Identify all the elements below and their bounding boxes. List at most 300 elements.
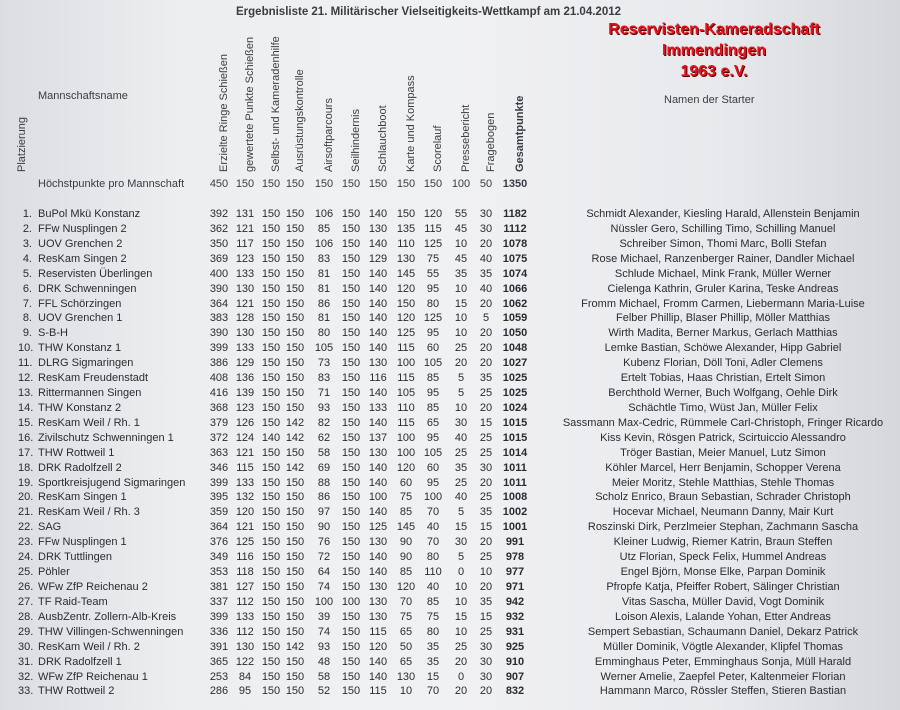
score-value: 150: [341, 282, 361, 295]
max-points-value: 150: [341, 178, 361, 190]
score-value: 85: [426, 372, 440, 385]
score-value: 150: [261, 581, 281, 593]
score-value: 130: [368, 222, 388, 235]
score-value: 130: [235, 640, 255, 653]
score-value: 125: [235, 536, 255, 549]
table-row: [0, 476, 900, 490]
score-value: 150: [341, 372, 361, 385]
score-value: 150: [285, 297, 305, 310]
total-points: 931: [505, 625, 525, 638]
starter-names: Cielenga Kathrin, Gruler Karina, Teske Andreas: [607, 282, 839, 295]
score-value: 150: [261, 342, 281, 355]
score-value: 140: [368, 282, 388, 295]
score-value: 150: [261, 506, 281, 519]
column-heading: Scorelauf: [432, 125, 444, 172]
score-value: 20: [479, 237, 493, 250]
score-value: 399: [209, 342, 229, 355]
score-value: 381: [209, 581, 229, 593]
score-value: 150: [261, 327, 281, 340]
total-points: 910: [505, 655, 525, 668]
starter-names: Köhler Marcel, Herr Benjamin, Schopper Verena: [605, 461, 841, 474]
score-value: 130: [368, 446, 388, 459]
score-value: 150: [341, 222, 361, 235]
score-value: 395: [209, 491, 229, 504]
score-value: 150: [285, 521, 305, 534]
placement: 10.: [18, 342, 34, 355]
total-points: 1112: [503, 222, 527, 235]
score-value: 121: [235, 297, 255, 310]
starter-names: Hammann Marco, Rössler Steffen, Stieren Bastian: [599, 685, 847, 698]
score-value: 142: [285, 640, 305, 653]
score-value: 93: [317, 640, 331, 653]
max-points-value: 50: [479, 178, 493, 190]
max-points-value: 150: [261, 178, 281, 190]
team-name: TF Raid-Team: [38, 595, 108, 608]
score-value: 126: [235, 416, 255, 429]
score-value: 150: [341, 312, 361, 325]
score-value: 399: [209, 610, 229, 623]
score-value: 127: [235, 581, 255, 593]
score-value: 150: [261, 282, 281, 295]
column-heading: Airsoftparcours: [323, 98, 335, 172]
total-points: 1074: [502, 267, 528, 280]
score-value: 15: [479, 521, 493, 534]
score-value: 120: [368, 640, 388, 653]
score-value: 64: [317, 566, 331, 579]
column-heading: Gesamtpunkte: [514, 95, 526, 172]
table-row: [0, 505, 900, 519]
score-value: 10: [454, 282, 468, 295]
score-value: 105: [423, 446, 443, 459]
score-value: 75: [399, 491, 413, 504]
placement: 24.: [18, 551, 34, 564]
score-value: 140: [368, 566, 388, 579]
score-value: 140: [368, 387, 388, 400]
score-value: 150: [261, 595, 281, 608]
column-heading: Karte und Kompass: [405, 75, 417, 172]
max-points-value: 100: [451, 178, 471, 190]
score-value: 150: [285, 222, 305, 235]
score-value: 150: [285, 208, 305, 220]
team-name: ResKam Singen 2: [38, 252, 127, 265]
score-value: 130: [368, 595, 388, 608]
table-row: [0, 580, 900, 594]
score-value: 150: [285, 312, 305, 325]
table-row: [0, 252, 900, 266]
table-row: [0, 431, 900, 445]
score-value: 82: [317, 416, 331, 429]
score-value: 93: [317, 401, 331, 414]
score-value: 145: [396, 267, 416, 280]
total-points: 1182: [503, 208, 527, 220]
score-value: 30: [479, 670, 493, 683]
score-value: 55: [426, 267, 440, 280]
total-points: 1078: [502, 237, 528, 250]
table-row: [0, 371, 900, 385]
score-value: 337: [209, 595, 229, 608]
placement: 22.: [18, 521, 34, 534]
score-value: 139: [235, 387, 255, 400]
score-value: 150: [261, 222, 281, 235]
score-value: 90: [399, 551, 413, 564]
score-value: 70: [426, 536, 440, 549]
score-value: 150: [341, 342, 361, 355]
placement: 32.: [18, 670, 34, 683]
team-name: DRK Radolfzell 1: [38, 655, 122, 668]
score-value: 150: [341, 461, 361, 474]
score-value: 20: [479, 401, 493, 414]
score-value: 35: [454, 267, 468, 280]
score-value: 150: [341, 237, 361, 250]
score-value: 58: [317, 446, 331, 459]
score-value: 386: [209, 357, 229, 370]
score-value: 121: [235, 446, 255, 459]
table-row: [0, 684, 900, 698]
score-value: 25: [454, 476, 468, 489]
column-heading: Ausrüstungskontrolle: [294, 69, 306, 172]
score-value: 150: [261, 387, 281, 400]
score-value: 125: [423, 237, 443, 250]
score-value: 72: [317, 551, 331, 564]
starter-names: Rose Michael, Ranzenberger Rainer, Dandler Michael: [591, 252, 855, 265]
score-value: 150: [341, 536, 361, 549]
score-value: 122: [235, 655, 255, 668]
starter-names: Hocevar Michael, Neumann Danny, Mair Kurt: [612, 506, 834, 519]
score-value: 55: [454, 208, 468, 220]
total-points: 925: [505, 640, 525, 653]
table-row: [0, 461, 900, 475]
total-points: 932: [505, 610, 525, 623]
max-points-value: 150: [423, 178, 443, 190]
score-value: 120: [423, 208, 443, 220]
team-name: Rittermannen Singen: [38, 387, 142, 400]
team-name: FFL Schörzingen: [38, 297, 122, 310]
team-name: Zivilschutz Schwenningen 1: [38, 431, 174, 444]
team-name: SAG: [38, 521, 62, 534]
score-value: 120: [396, 282, 416, 295]
score-value: 80: [426, 551, 440, 564]
score-value: 110: [397, 237, 415, 250]
starter-names: Loison Alexis, Lalande Yohan, Etter Andreas: [615, 610, 831, 623]
score-value: 20: [479, 357, 493, 370]
score-value: 150: [261, 416, 281, 429]
score-value: 140: [368, 267, 388, 280]
max-points-value: 150: [368, 178, 388, 190]
score-value: 74: [317, 625, 331, 638]
table-row: [0, 535, 900, 549]
score-value: 121: [235, 222, 255, 235]
score-value: 150: [261, 401, 281, 414]
score-value: 10: [454, 595, 468, 608]
starter-names: Vitas Sascha, Müller David, Vogt Dominik: [621, 595, 825, 608]
starter-names: Roszinski Dirk, Perzlmeier Stephan, Zachmann Sascha: [587, 521, 859, 534]
team-name: ResKam Freudenstadt: [38, 372, 149, 385]
score-value: 350: [209, 237, 229, 250]
score-value: 25: [479, 446, 493, 459]
max-points-value: 450: [209, 178, 229, 190]
table-row: [0, 595, 900, 609]
score-value: 150: [341, 208, 361, 220]
score-value: 359: [209, 506, 229, 519]
score-value: 48: [317, 655, 331, 668]
score-value: 112: [236, 595, 254, 608]
table-row: [0, 297, 900, 311]
score-value: 15: [426, 670, 440, 683]
column-heading: Erzielte Ringe Schießen: [218, 53, 230, 172]
score-value: 76: [317, 536, 331, 549]
team-name: Pöhler: [38, 566, 70, 579]
score-value: 150: [285, 342, 305, 355]
score-value: 150: [341, 506, 361, 519]
score-value: 95: [426, 476, 440, 489]
score-value: 142: [285, 461, 305, 474]
score-value: 20: [454, 655, 468, 668]
score-value: 75: [426, 610, 440, 623]
score-value: 95: [238, 685, 252, 698]
score-value: 140: [261, 431, 281, 444]
score-value: 81: [317, 312, 331, 325]
score-value: 60: [426, 342, 440, 355]
score-value: 150: [341, 327, 361, 340]
score-value: 150: [341, 551, 361, 564]
score-value: 65: [399, 625, 413, 638]
score-value: 35: [479, 506, 493, 519]
score-value: 391: [209, 640, 229, 653]
score-value: 100: [423, 491, 443, 504]
score-value: 150: [285, 655, 305, 668]
score-value: 150: [285, 566, 305, 579]
starter-names: Müller Dominik, Vögtle Alexander, Klipfel Thomas: [602, 640, 844, 653]
table-row: [0, 311, 900, 325]
score-value: 369: [209, 252, 229, 265]
starter-names: Utz Florian, Speck Felix, Hummel Andreas: [619, 551, 827, 564]
score-value: 136: [235, 372, 255, 385]
score-value: 80: [317, 327, 331, 340]
starter-names: Kleiner Ludwig, Riemer Katrin, Braun Steffen: [613, 536, 833, 549]
score-value: 408: [209, 372, 229, 385]
score-value: 25: [479, 625, 493, 638]
team-name: ResKam Weil / Rh. 3: [38, 506, 140, 519]
score-value: 97: [317, 506, 331, 519]
table-row: [0, 401, 900, 415]
placement: 7.: [22, 297, 32, 310]
score-value: 58: [317, 670, 331, 683]
total-points: 1075: [502, 252, 528, 265]
score-value: 392: [209, 208, 229, 220]
starter-names: Berchthold Werner, Buch Wolfgang, Oehle Dirk: [608, 387, 838, 400]
score-value: 150: [341, 476, 361, 489]
team-column-heading: Mannschaftsname: [38, 90, 128, 102]
score-value: 115: [369, 625, 387, 638]
score-value: 120: [396, 581, 416, 593]
starters-column-heading: Namen der Starter: [664, 94, 755, 106]
score-value: 150: [261, 610, 281, 623]
score-value: 150: [341, 685, 361, 698]
score-value: 10: [454, 401, 468, 414]
total-points: 1014: [502, 446, 528, 459]
score-value: 117: [236, 237, 254, 250]
score-value: 10: [454, 327, 468, 340]
placement: 5.: [22, 267, 32, 280]
score-value: 40: [454, 491, 468, 504]
score-value: 20: [479, 342, 493, 355]
team-name: FFw Nusplingen 2: [38, 222, 127, 235]
team-name: THW Villingen-Schwenningen: [38, 625, 184, 638]
column-heading: gewertete Punkte Schießen: [244, 36, 256, 172]
score-value: 85: [317, 222, 331, 235]
score-value: 10: [399, 685, 413, 698]
score-value: 150: [285, 506, 305, 519]
starter-names: Felber Phillip, Blaser Phillip, Möller Matthias: [616, 312, 830, 325]
total-points: 1025: [502, 387, 528, 400]
score-value: 150: [261, 297, 281, 310]
score-value: 30: [479, 461, 493, 474]
score-value: 35: [426, 640, 440, 653]
starter-names: Wirth Madita, Berner Markus, Gerlach Matthias: [608, 327, 838, 340]
score-value: 20: [454, 685, 468, 698]
table-row: [0, 565, 900, 579]
total-points: 907: [505, 670, 525, 683]
table-row: [0, 610, 900, 624]
score-value: 416: [209, 387, 229, 400]
starter-names: Engel Björn, Monse Elke, Parpan Dominik: [620, 566, 826, 579]
score-value: 140: [368, 476, 388, 489]
total-points: 1027: [502, 357, 528, 370]
team-name: THW Konstanz 2: [38, 401, 122, 414]
max-points-value: 150: [314, 178, 334, 190]
team-name: WFw ZfP Reichenau 1: [38, 670, 148, 683]
starter-names: Kiss Kevin, Rösgen Patrick, Scirtuiccio Alessandro: [600, 431, 846, 444]
placement: 2.: [22, 222, 32, 235]
score-value: 95: [426, 431, 440, 444]
score-value: 150: [261, 252, 281, 265]
score-value: 10: [479, 566, 493, 579]
score-value: 74: [317, 581, 331, 593]
team-name: ResKam Weil / Rh. 1: [38, 416, 140, 429]
score-value: 69: [317, 461, 331, 474]
score-value: 20: [479, 536, 493, 549]
score-value: 30: [479, 655, 493, 668]
score-value: 85: [399, 506, 413, 519]
score-value: 150: [285, 282, 305, 295]
score-value: 150: [261, 476, 281, 489]
score-value: 150: [261, 491, 281, 504]
score-value: 40: [426, 581, 440, 593]
score-value: 50: [399, 640, 413, 653]
score-value: 150: [396, 297, 416, 310]
total-points: 942: [505, 595, 525, 608]
score-value: 81: [317, 282, 331, 295]
column-heading: Schlauchboot: [377, 105, 389, 172]
score-value: 70: [426, 506, 440, 519]
score-value: 140: [368, 327, 388, 340]
placement: 30.: [18, 640, 34, 653]
table-row: [0, 550, 900, 564]
score-value: 353: [209, 566, 229, 579]
team-name: DRK Tuttlingen: [38, 551, 112, 564]
placement: 33.: [18, 685, 34, 698]
team-name: AusbZentr. Zollern-Alb-Kreis: [38, 610, 177, 623]
score-value: 35: [479, 372, 493, 385]
starter-names: Werner Amelie, Zaepfel Peter, Kaltenmeier Florian: [600, 670, 846, 683]
starter-names: Nüssler Gero, Schilling Timo, Schilling Manuel: [610, 222, 836, 235]
score-value: 30: [454, 416, 468, 429]
score-value: 86: [317, 491, 331, 504]
table-row: [0, 446, 900, 460]
total-points: 1015: [502, 431, 528, 444]
total-points: 1025: [502, 372, 528, 385]
score-value: 129: [235, 357, 255, 370]
placement: 11.: [18, 357, 33, 370]
score-value: 5: [457, 387, 465, 400]
score-value: 286: [209, 685, 229, 698]
placement: 13.: [18, 387, 34, 400]
placement: 15.: [18, 416, 34, 429]
score-value: 142: [285, 431, 305, 444]
score-value: 150: [261, 685, 281, 698]
score-value: 65: [399, 655, 413, 668]
max-points-value: 150: [285, 178, 305, 190]
score-value: 363: [209, 446, 229, 459]
score-value: 140: [368, 342, 388, 355]
max-points-label: Höchstpunkte pro Mannschaft: [38, 178, 185, 190]
score-value: 150: [261, 461, 281, 474]
score-value: 25: [454, 640, 468, 653]
score-value: 150: [341, 431, 361, 444]
score-value: 30: [479, 208, 493, 220]
score-value: 62: [317, 431, 331, 444]
placement: 14.: [18, 401, 34, 414]
table-row: [0, 341, 900, 355]
score-value: 150: [261, 536, 281, 549]
starter-names: Kubenz Florian, Döll Toni, Adler Clemens: [623, 357, 823, 370]
score-value: 60: [399, 476, 413, 489]
score-value: 0: [457, 670, 465, 683]
starter-names: Ertelt Tobias, Haas Christian, Ertelt Simon: [620, 372, 826, 385]
placement: 31.: [18, 655, 34, 668]
score-value: 150: [341, 640, 361, 653]
starter-names: Scholz Enrico, Braun Sebastian, Schrader Christoph: [595, 491, 851, 504]
max-points-value: 150: [396, 178, 416, 190]
score-value: 383: [209, 312, 229, 325]
placement: 25.: [18, 566, 34, 579]
score-value: 150: [341, 655, 361, 668]
score-value: 85: [426, 401, 440, 414]
score-value: 45: [454, 222, 468, 235]
column-heading: Pressebericht: [460, 104, 472, 172]
score-value: 400: [209, 267, 229, 280]
score-value: 129: [368, 252, 388, 265]
score-value: 128: [235, 312, 255, 325]
score-value: 35: [426, 655, 440, 668]
score-value: 390: [209, 282, 229, 295]
score-value: 110: [397, 401, 415, 414]
placement: 20.: [18, 491, 34, 504]
score-value: 372: [209, 431, 229, 444]
score-value: 150: [341, 267, 361, 280]
score-value: 0: [457, 566, 465, 579]
score-value: 85: [399, 566, 413, 579]
score-value: 106: [314, 237, 334, 250]
score-value: 25: [454, 446, 468, 459]
score-value: 100: [368, 491, 388, 504]
score-value: 35: [479, 267, 493, 280]
score-value: 150: [261, 551, 281, 564]
score-value: 40: [454, 431, 468, 444]
score-value: 336: [209, 625, 229, 638]
score-value: 150: [341, 625, 361, 638]
score-value: 140: [368, 461, 388, 474]
